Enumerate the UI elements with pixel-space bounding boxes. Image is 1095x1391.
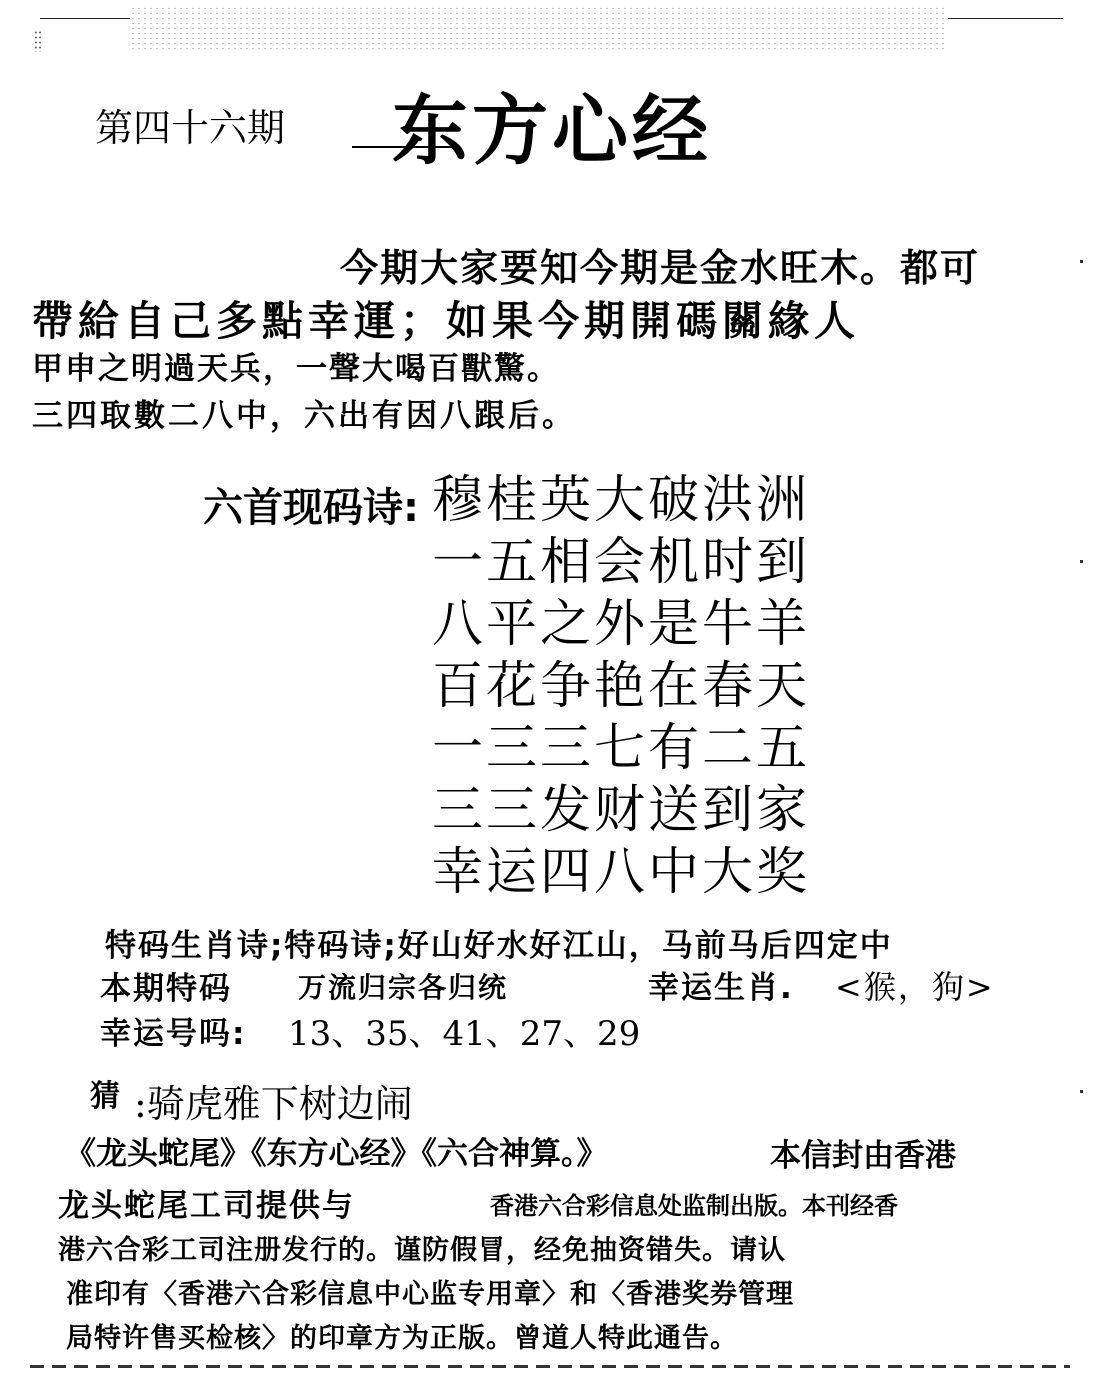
page-title: 东方心经	[392, 86, 712, 175]
bottom-border-line	[30, 1365, 1070, 1368]
left-scan-noise	[34, 30, 42, 52]
poem-line: 八平之外是牛羊	[432, 595, 811, 654]
issue-number: 第四十六期	[95, 106, 286, 150]
poem-line: 穆桂英大破洪洲	[432, 471, 811, 530]
lucky-zodiac-value: <猴，狗>	[835, 968, 995, 1006]
intro-line: 甲申之明過天兵，一聲大喝百獸驚。	[32, 351, 560, 387]
intro-line: 三四取數二八中，六出有因八跟后。	[32, 398, 576, 434]
special-code-label: 本期特码	[100, 971, 232, 1007]
notice-text: 本信封由香港	[770, 1138, 956, 1174]
poem-line: 一五相会机时到	[432, 533, 811, 592]
special-code-text: 万流归宗各归统	[298, 971, 509, 1004]
special-poem-line: 特码生肖诗;特码诗;好山好水好江山，马前马后四定中	[105, 928, 893, 964]
notice-text: 局特许售买检核〉的印章方为正版。曾道人特此通告。	[66, 1323, 738, 1354]
lucky-zodiac-label: 幸运生肖.	[648, 970, 794, 1006]
top-border-line-left	[40, 18, 130, 19]
poem-line: 百花争艳在春天	[432, 657, 811, 716]
lucky-numbers: 13、35、41、27、29	[288, 1014, 641, 1054]
intro-line: 今期大家要知今期是金水旺木。都可	[340, 246, 981, 290]
scan-speck	[1080, 560, 1083, 563]
notice-text: 龙头蛇尾工司提供与	[58, 1188, 355, 1224]
guess-riddle: :骑虎雅下树边闹	[134, 1082, 413, 1126]
publication-titles: 《龙头蛇尾》《东方心经》《六合神算。》	[65, 1136, 608, 1172]
notice-text: 香港六合彩信息处监制出版。本刊经香	[490, 1192, 898, 1220]
lucky-numbers-label: 幸运号吗:	[100, 1016, 247, 1052]
notice-text: 准印有〈香港六合彩信息中心监专用章〉和〈香港奖券管理	[66, 1279, 794, 1310]
guess-label: 猜	[90, 1079, 120, 1114]
notice-text: 港六合彩工司注册发行的。谨防假冒，经免抽资错失。请认	[58, 1235, 786, 1266]
poem-lines	[432, 470, 810, 904]
scan-speck	[1080, 260, 1083, 263]
poem-line: 幸运四八中大奖	[432, 843, 811, 902]
poem-line: 一三三七有二五	[432, 719, 811, 778]
scan-speck	[1080, 1090, 1083, 1093]
top-scan-noise	[130, 6, 945, 50]
intro-line: 帶給自己多點幸運；如果今期開碼關緣人	[32, 297, 860, 345]
title-underline	[352, 146, 460, 148]
poem-line: 三三发财送到家	[432, 781, 811, 840]
poem-label: 六首现码诗:	[203, 485, 419, 531]
top-border-line-right	[948, 18, 1063, 19]
